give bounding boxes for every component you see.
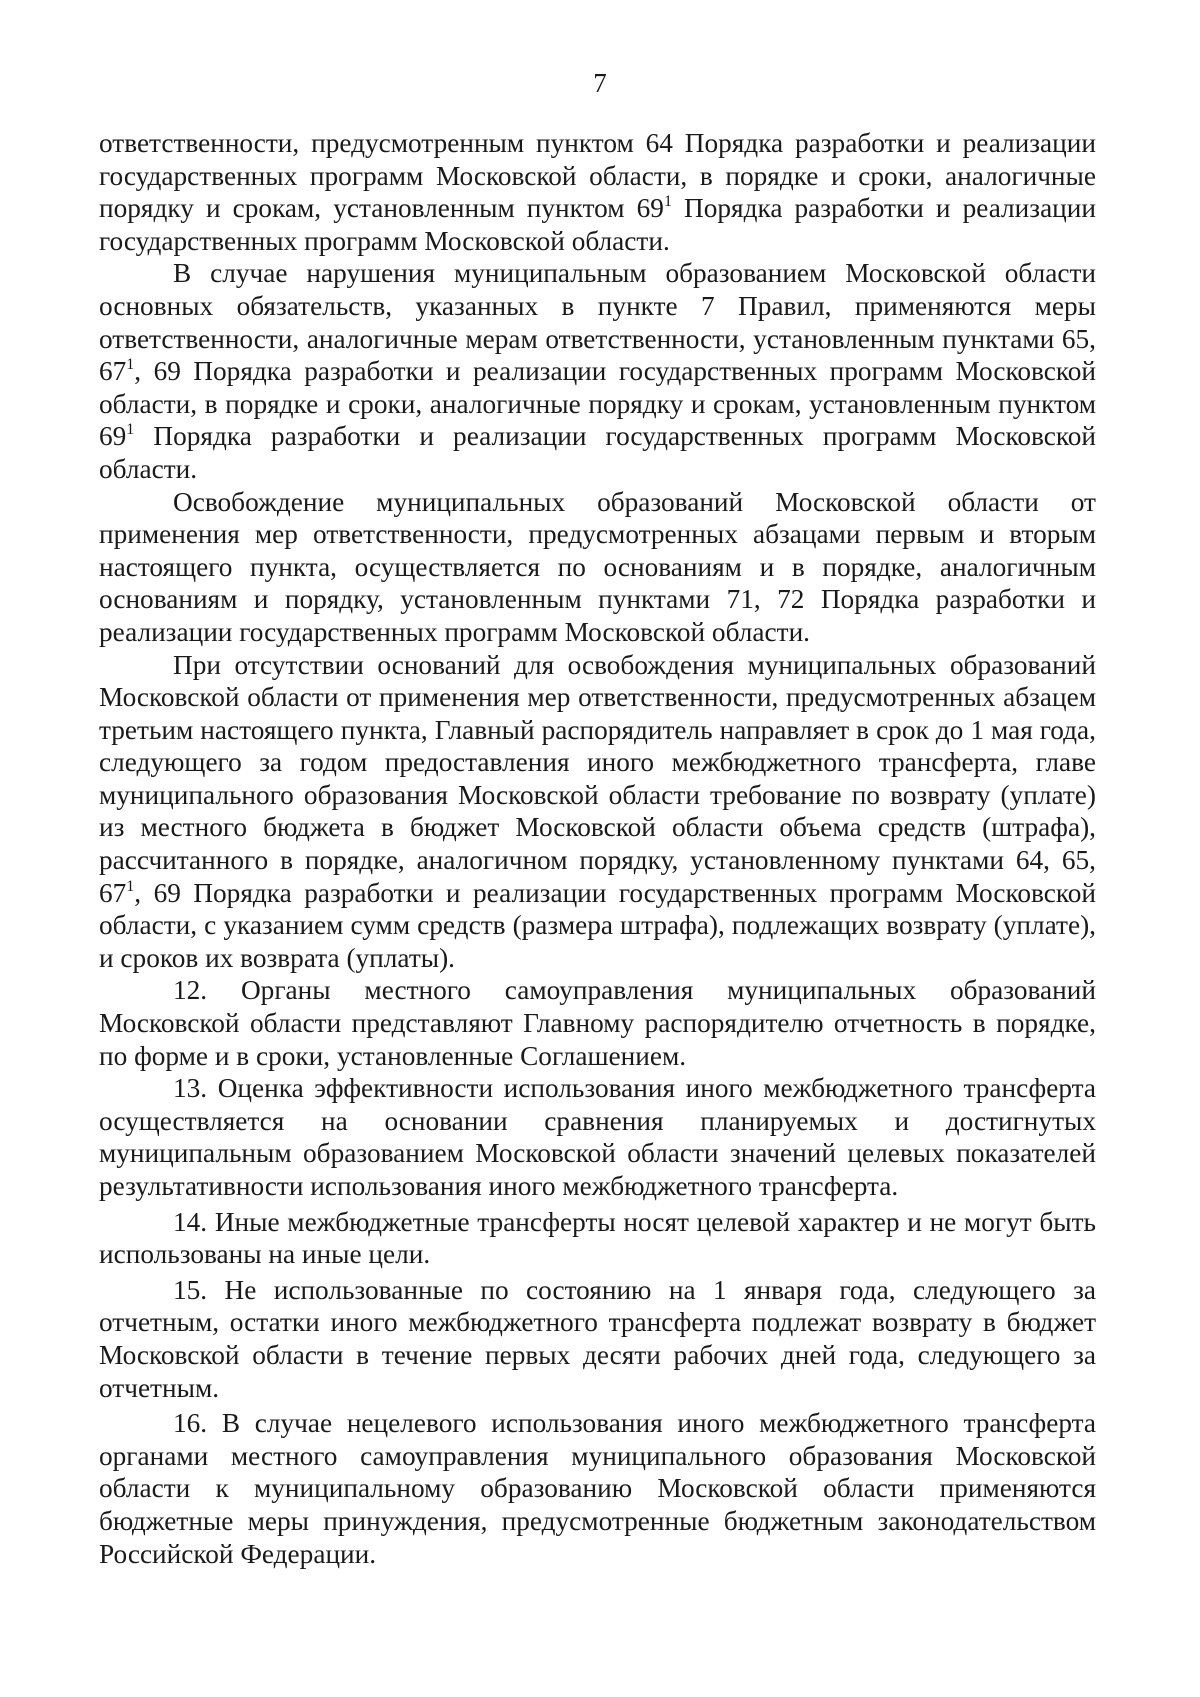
paragraph-text: 13. Оценка эффективности использования иного межбюджетного трансферта осуществляется на основании сравнения планируемых и достигнутых муниципальным образованием Московской области значений целевых показателей результативности использования иного межбюджетного трансферта. (99, 1073, 1096, 1201)
paragraph-text: 14. Иные межбюджетные трансферты носят целевой характер и не могут быть использованы на иные цели. (99, 1206, 1096, 1270)
paragraph-text: 12. Органы местного самоуправления муниципальных образований Московской области представляют Главному распорядителю отчетность в порядке, по форме и в сроки, установленные Соглашением. (99, 975, 1096, 1071)
paragraph-text: , 69 Порядка разработки и реализации государственных программ Московской области, в порядке и сроки, аналогичные порядку и срокам, установленным пунктом 69 (99, 356, 1096, 452)
paragraph-text: Освобождение муниципальных образований Московской области от применения мер ответственности, предусмотренных абзацами первым и вторым настоящего пункта, осуществляется по основаниям и в порядке, аналогичным основаниям и порядку, установленным пунктами 71, 72 Порядка разработки и реализации государственных программ Московской области. (99, 486, 1096, 647)
paragraph-text: Порядка разработки и реализации государственных программ Московской области. (99, 193, 1097, 256)
paragraph-text: 15. Не использованные по состоянию на 1 января года, следующего за отчетным, остатки иного межбюджетного трансферта подлежат возврату в бюджет Московской области в течение первых десяти рабочих дней года, следующего за отчетным. (99, 1274, 1096, 1403)
paragraph (99, 974, 1096, 1072)
superscript-index: 1 (663, 193, 672, 211)
paragraph-text: В случае нарушения муниципальным образованием Московской области основных обязательств, указанных в пункте 7 Правил, применяются меры ответственности, аналогичные мерам ответственности, установленным пунктами 65, 67 (99, 258, 1096, 387)
paragraph (99, 1072, 1096, 1202)
paragraph (99, 649, 1096, 975)
superscript-index: 1 (126, 356, 135, 374)
superscript-index: 1 (126, 877, 135, 895)
paragraph-text: 16. В случае нецелевого использования иного межбюджетного трансферта органами местного самоуправления муниципального образования Московской области к муниципальному образованию Московской области применяются бюджетные меры принуждения, предусмотренные бюджетным законодательством Российской Федерации. (99, 1408, 1096, 1569)
superscript-index: 1 (126, 421, 135, 439)
paragraph (99, 257, 1096, 485)
paragraph (99, 1206, 1096, 1271)
paragraph (99, 127, 1096, 257)
paragraph-text: , 69 Порядка разработки и реализации государственных программ Московской области, с указанием сумм средств (размера штрафа), подлежащих возврату (уплате), и сроков их возврата (уплаты). (99, 877, 1096, 973)
paragraph (99, 486, 1096, 649)
page-number: 7 (593, 68, 607, 98)
paragraph-text: Порядка разработки и реализации государственных программ Московской области. (99, 421, 1096, 484)
document-body (99, 127, 1096, 1570)
paragraph-text: При отсутствии оснований для освобождения муниципальных образований Московской области от применения мер ответственности, предусмотренных абзацем третьим настоящего пункта, Главный распорядитель направляет в срок до 1 мая года, следующего за годом предоставления иного межбюджетного трансферта, главе муниципального образования Московской области требование по возврату (уплате) из местного бюджета в бюджет Московской области объема средств (штрафа), рассчитанного в порядке, аналогичном порядку, установленному пунктами 64, 65, 67 (99, 649, 1096, 908)
paragraph-text: ответственности, предусмотренным пунктом 64 Порядка разработки и реализации государственных программ Московской области, в порядке и сроки, аналогичные порядку и срокам, установленным пунктом 69 (99, 128, 1096, 224)
paragraph (99, 1407, 1096, 1570)
paragraph (99, 1274, 1096, 1404)
